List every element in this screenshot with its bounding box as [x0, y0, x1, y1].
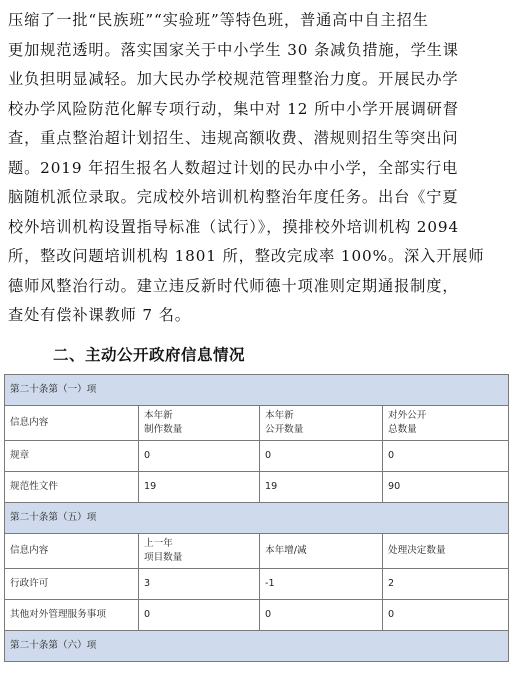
section-title: 第二十条第（五）项: [5, 503, 509, 534]
paragraph-line: 校外培训机构设置指导标准（试行）》，摸排校外培训机构 2094: [8, 217, 460, 236]
table-cell: 其他对外管理服务事项: [5, 600, 139, 631]
paragraph-line: 校办学风险防范化解专项行动，集中对 12 所中小学开展调研督: [8, 99, 459, 118]
section-title: 第二十条第（一）项: [5, 375, 509, 406]
table-cell: 0: [139, 441, 260, 472]
section-heading: 二、主动公开政府信息情况: [53, 346, 246, 364]
paragraph-line: 查处有偿补课教师 7 名。: [8, 306, 191, 324]
table-cell: -1: [260, 569, 383, 600]
header-text: 对外公开 总数量: [388, 410, 427, 435]
table-cell: 0: [260, 441, 383, 472]
paragraph-line: 压缩了一批“民族班”“实验班”等特色班，普通高中自主招生: [8, 11, 429, 29]
table-row: [5, 600, 509, 631]
paragraph-line: 查，重点整治超计划招生、违规高额收费、潜规则招生等突出问: [8, 129, 459, 147]
table-cell: 规章: [5, 441, 139, 472]
header-cell: [383, 406, 509, 441]
section-title: 第二十条第（六）项: [5, 631, 509, 662]
table-cell: 19: [260, 472, 383, 503]
body-paragraph: [8, 6, 508, 331]
header-cell: [5, 534, 139, 569]
paragraph-line: 所，整改问题培训机构 1801 所，整改完成率 100%。深入开展师: [8, 247, 485, 265]
table-cell: 0: [383, 600, 509, 631]
header-cell: [139, 534, 260, 569]
paragraph-line: 更加规范透明。落实国家关于中小学生 30 条减负措施，学生课: [8, 40, 459, 59]
header-text: 本年新 制作数量: [144, 410, 183, 435]
header-cell: [260, 534, 383, 569]
paragraph-line: 脑随机派位录取。完成校外培训机构整治年度任务。出台《宁夏: [8, 188, 459, 206]
header-text: 处理决定数量: [388, 545, 446, 556]
table-cell: 0: [260, 600, 383, 631]
table-row: [5, 569, 509, 600]
header-text: 本年增/减: [265, 545, 307, 556]
header-cell: [139, 406, 260, 441]
disclosure-table: [4, 374, 509, 662]
header-cell: [383, 534, 509, 569]
table-cell: 3: [139, 569, 260, 600]
header-row: [5, 534, 509, 569]
table-cell: 19: [139, 472, 260, 503]
section-row: [5, 631, 509, 662]
section-row: [5, 503, 509, 534]
table-cell: 规范性文件: [5, 472, 139, 503]
section-row: [5, 375, 509, 406]
paragraph-line: 业负担明显减轻。加大民办学校规范管理整治力度。开展民办学: [8, 70, 459, 88]
table-cell: 行政许可: [5, 569, 139, 600]
paragraph-line: 题。2019 年招生报名人数超过计划的民办中小学，全部实行电: [8, 158, 459, 177]
header-text: 上一年 项目数量: [144, 538, 183, 563]
table-row: [5, 441, 509, 472]
table-cell: 0: [139, 600, 260, 631]
table-cell: 90: [383, 472, 509, 503]
table-cell: 0: [383, 441, 509, 472]
paragraph-line: 德师风整治行动。建立违反新时代师德十项准则定期通报制度，: [8, 276, 459, 295]
table-cell: 2: [383, 569, 509, 600]
header-row: [5, 406, 509, 441]
header-text: 本年新 公开数量: [265, 410, 304, 435]
header-cell: [5, 406, 139, 441]
header-text: 信息内容: [10, 545, 49, 556]
header-text: 信息内容: [10, 417, 49, 428]
header-cell: [260, 406, 383, 441]
table-row: [5, 472, 509, 503]
